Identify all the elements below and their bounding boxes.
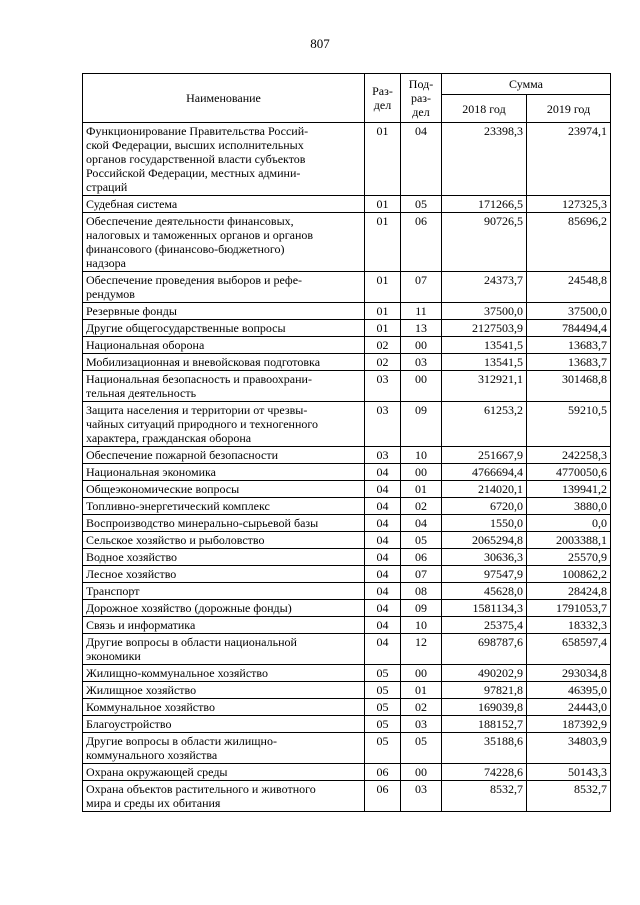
row-sum-2019: 13683,7 [527, 337, 611, 354]
row-podrazdel: 05 [401, 196, 442, 213]
row-sum-2018: 169039,8 [442, 699, 527, 716]
row-podrazdel: 03 [401, 354, 442, 371]
row-razdel: 04 [365, 515, 401, 532]
row-sum-2019: 18332,3 [527, 617, 611, 634]
row-podrazdel: 01 [401, 682, 442, 699]
row-name: Общеэкономические вопросы [83, 481, 365, 498]
row-razdel: 05 [365, 716, 401, 733]
row-podrazdel: 00 [401, 371, 442, 402]
table-row [83, 634, 611, 665]
row-podrazdel: 00 [401, 464, 442, 481]
row-sum-2018: 2065294,8 [442, 532, 527, 549]
table-row [83, 532, 611, 549]
row-podrazdel: 09 [401, 600, 442, 617]
row-name: Воспроизводство минерально-сырьевой базы [83, 515, 365, 532]
row-sum-2019: 24548,8 [527, 272, 611, 303]
row-sum-2018: 1581134,3 [442, 600, 527, 617]
row-sum-2019: 3880,0 [527, 498, 611, 515]
row-sum-2018: 171266,5 [442, 196, 527, 213]
row-sum-2018: 23398,3 [442, 123, 527, 196]
row-sum-2018: 188152,7 [442, 716, 527, 733]
row-razdel: 06 [365, 781, 401, 812]
row-name: Национальная экономика [83, 464, 365, 481]
row-name: Благоустройство [83, 716, 365, 733]
row-name: Другие вопросы в области национальной экономики [83, 634, 365, 665]
row-sum-2019: 46395,0 [527, 682, 611, 699]
row-sum-2018: 6720,0 [442, 498, 527, 515]
row-sum-2019: 85696,2 [527, 213, 611, 272]
row-name: Резервные фонды [83, 303, 365, 320]
row-podrazdel: 13 [401, 320, 442, 337]
row-razdel: 04 [365, 464, 401, 481]
row-razdel: 01 [365, 213, 401, 272]
row-sum-2018: 698787,6 [442, 634, 527, 665]
table-row [83, 781, 611, 812]
row-razdel: 02 [365, 337, 401, 354]
header-name: Наименование [83, 74, 365, 123]
row-sum-2018: 90726,5 [442, 213, 527, 272]
row-name: Другие общегосударственные вопросы [83, 320, 365, 337]
table-row [83, 447, 611, 464]
table-row [83, 303, 611, 320]
header-razdel: Раз- дел [365, 74, 401, 123]
table-row [83, 498, 611, 515]
table-row [83, 272, 611, 303]
row-name: Национальная оборона [83, 337, 365, 354]
table-row [83, 402, 611, 447]
row-sum-2018: 24373,7 [442, 272, 527, 303]
row-name: Транспорт [83, 583, 365, 600]
row-podrazdel: 04 [401, 123, 442, 196]
table-row [83, 196, 611, 213]
row-razdel: 05 [365, 699, 401, 716]
table-row [83, 583, 611, 600]
budget-table [82, 73, 611, 812]
row-name: Защита населения и территории от чрезвы- чайных ситуаций природного и техногенного характера, гражданская оборона [83, 402, 365, 447]
row-razdel: 05 [365, 733, 401, 764]
row-podrazdel: 10 [401, 617, 442, 634]
row-sum-2018: 35188,6 [442, 733, 527, 764]
row-podrazdel: 02 [401, 699, 442, 716]
row-podrazdel: 12 [401, 634, 442, 665]
table-row [83, 549, 611, 566]
row-sum-2019: 784494,4 [527, 320, 611, 337]
row-podrazdel: 03 [401, 781, 442, 812]
row-sum-2018: 45628,0 [442, 583, 527, 600]
row-razdel: 04 [365, 634, 401, 665]
row-razdel: 03 [365, 402, 401, 447]
table-row [83, 481, 611, 498]
row-sum-2018: 13541,5 [442, 337, 527, 354]
row-sum-2018: 25375,4 [442, 617, 527, 634]
row-name: Мобилизационная и вневойсковая подготовка [83, 354, 365, 371]
row-name: Обеспечение пожарной безопасности [83, 447, 365, 464]
row-name: Связь и информатика [83, 617, 365, 634]
row-sum-2019: 658597,4 [527, 634, 611, 665]
row-sum-2018: 251667,9 [442, 447, 527, 464]
row-sum-2019: 0,0 [527, 515, 611, 532]
row-sum-2019: 28424,8 [527, 583, 611, 600]
row-sum-2019: 139941,2 [527, 481, 611, 498]
row-razdel: 01 [365, 320, 401, 337]
row-podrazdel: 06 [401, 549, 442, 566]
row-razdel: 01 [365, 272, 401, 303]
row-razdel: 01 [365, 123, 401, 196]
row-sum-2019: 127325,3 [527, 196, 611, 213]
row-name: Коммунальное хозяйство [83, 699, 365, 716]
row-sum-2019: 4770050,6 [527, 464, 611, 481]
row-sum-2018: 74228,6 [442, 764, 527, 781]
table-row [83, 213, 611, 272]
row-sum-2018: 2127503,9 [442, 320, 527, 337]
row-razdel: 03 [365, 447, 401, 464]
row-razdel: 02 [365, 354, 401, 371]
row-razdel: 01 [365, 303, 401, 320]
row-name: Водное хозяйство [83, 549, 365, 566]
row-name: Судебная система [83, 196, 365, 213]
row-sum-2019: 13683,7 [527, 354, 611, 371]
page-number: 807 [310, 36, 330, 51]
row-sum-2018: 97821,8 [442, 682, 527, 699]
row-sum-2019: 23974,1 [527, 123, 611, 196]
header-year-2019: 2019 год [527, 95, 611, 123]
row-podrazdel: 04 [401, 515, 442, 532]
row-razdel: 04 [365, 583, 401, 600]
row-podrazdel: 11 [401, 303, 442, 320]
table-row [83, 716, 611, 733]
row-podrazdel: 09 [401, 402, 442, 447]
table-row [83, 371, 611, 402]
row-razdel: 01 [365, 196, 401, 213]
row-razdel: 03 [365, 371, 401, 402]
row-sum-2019: 100862,2 [527, 566, 611, 583]
table-row [83, 682, 611, 699]
row-podrazdel: 00 [401, 337, 442, 354]
row-name: Национальная безопасность и правоохрани- тельная деятельность [83, 371, 365, 402]
row-sum-2019: 187392,9 [527, 716, 611, 733]
row-sum-2019: 37500,0 [527, 303, 611, 320]
row-razdel: 04 [365, 498, 401, 515]
table-row [83, 566, 611, 583]
row-podrazdel: 00 [401, 764, 442, 781]
row-sum-2019: 34803,9 [527, 733, 611, 764]
row-sum-2019: 50143,3 [527, 764, 611, 781]
row-podrazdel: 05 [401, 532, 442, 549]
table-row [83, 699, 611, 716]
row-razdel: 05 [365, 665, 401, 682]
row-podrazdel: 08 [401, 583, 442, 600]
row-sum-2019: 8532,7 [527, 781, 611, 812]
row-sum-2018: 214020,1 [442, 481, 527, 498]
row-name: Другие вопросы в области жилищно- коммунального хозяйства [83, 733, 365, 764]
row-razdel: 04 [365, 481, 401, 498]
row-podrazdel: 01 [401, 481, 442, 498]
row-name: Охрана объектов растительного и животного мира и среды их обитания [83, 781, 365, 812]
row-sum-2018: 97547,9 [442, 566, 527, 583]
row-name: Дорожное хозяйство (дорожные фонды) [83, 600, 365, 617]
table-row [83, 600, 611, 617]
row-name: Обеспечение деятельности финансовых, налоговых и таможенных органов и органов финансового (финансово-бюджетного) надзора [83, 213, 365, 272]
row-name: Топливно-энергетический комплекс [83, 498, 365, 515]
table-row [83, 320, 611, 337]
row-sum-2019: 59210,5 [527, 402, 611, 447]
row-name: Обеспечение проведения выборов и рефе- рендумов [83, 272, 365, 303]
row-podrazdel: 07 [401, 272, 442, 303]
row-podrazdel: 05 [401, 733, 442, 764]
row-sum-2018: 13541,5 [442, 354, 527, 371]
header-year-2018: 2018 год [442, 95, 527, 123]
table-row [83, 337, 611, 354]
row-podrazdel: 10 [401, 447, 442, 464]
row-sum-2019: 242258,3 [527, 447, 611, 464]
row-sum-2019: 301468,8 [527, 371, 611, 402]
row-razdel: 04 [365, 600, 401, 617]
row-sum-2018: 8532,7 [442, 781, 527, 812]
row-name: Функционирование Правительства Россий- ской Федерации, высших исполнительных органов государственной власти субъектов Российской Федерации, местных админи- страций [83, 123, 365, 196]
table-row [83, 617, 611, 634]
table-row [83, 515, 611, 532]
row-sum-2018: 30636,3 [442, 549, 527, 566]
row-name: Жилищное хозяйство [83, 682, 365, 699]
table-row [83, 764, 611, 781]
row-sum-2018: 61253,2 [442, 402, 527, 447]
row-podrazdel: 07 [401, 566, 442, 583]
row-razdel: 04 [365, 617, 401, 634]
row-sum-2018: 312921,1 [442, 371, 527, 402]
row-name: Сельское хозяйство и рыболовство [83, 532, 365, 549]
row-sum-2019: 24443,0 [527, 699, 611, 716]
table-row [83, 354, 611, 371]
table-row [83, 665, 611, 682]
row-sum-2019: 293034,8 [527, 665, 611, 682]
header-sum: Сумма [442, 74, 611, 95]
row-sum-2019: 25570,9 [527, 549, 611, 566]
row-podrazdel: 06 [401, 213, 442, 272]
row-sum-2019: 1791053,7 [527, 600, 611, 617]
row-podrazdel: 00 [401, 665, 442, 682]
row-razdel: 05 [365, 682, 401, 699]
header-podrazdel: Под- раз- дел [401, 74, 442, 123]
row-razdel: 04 [365, 549, 401, 566]
row-sum-2018: 37500,0 [442, 303, 527, 320]
row-podrazdel: 03 [401, 716, 442, 733]
row-razdel: 04 [365, 566, 401, 583]
row-razdel: 04 [365, 532, 401, 549]
table-row [83, 123, 611, 196]
row-name: Лесное хозяйство [83, 566, 365, 583]
row-podrazdel: 02 [401, 498, 442, 515]
row-sum-2018: 4766694,4 [442, 464, 527, 481]
row-name: Охрана окружающей среды [83, 764, 365, 781]
table-row [83, 464, 611, 481]
row-sum-2018: 490202,9 [442, 665, 527, 682]
table-row [83, 733, 611, 764]
row-sum-2018: 1550,0 [442, 515, 527, 532]
row-sum-2019: 2003388,1 [527, 532, 611, 549]
row-name: Жилищно-коммунальное хозяйство [83, 665, 365, 682]
row-razdel: 06 [365, 764, 401, 781]
